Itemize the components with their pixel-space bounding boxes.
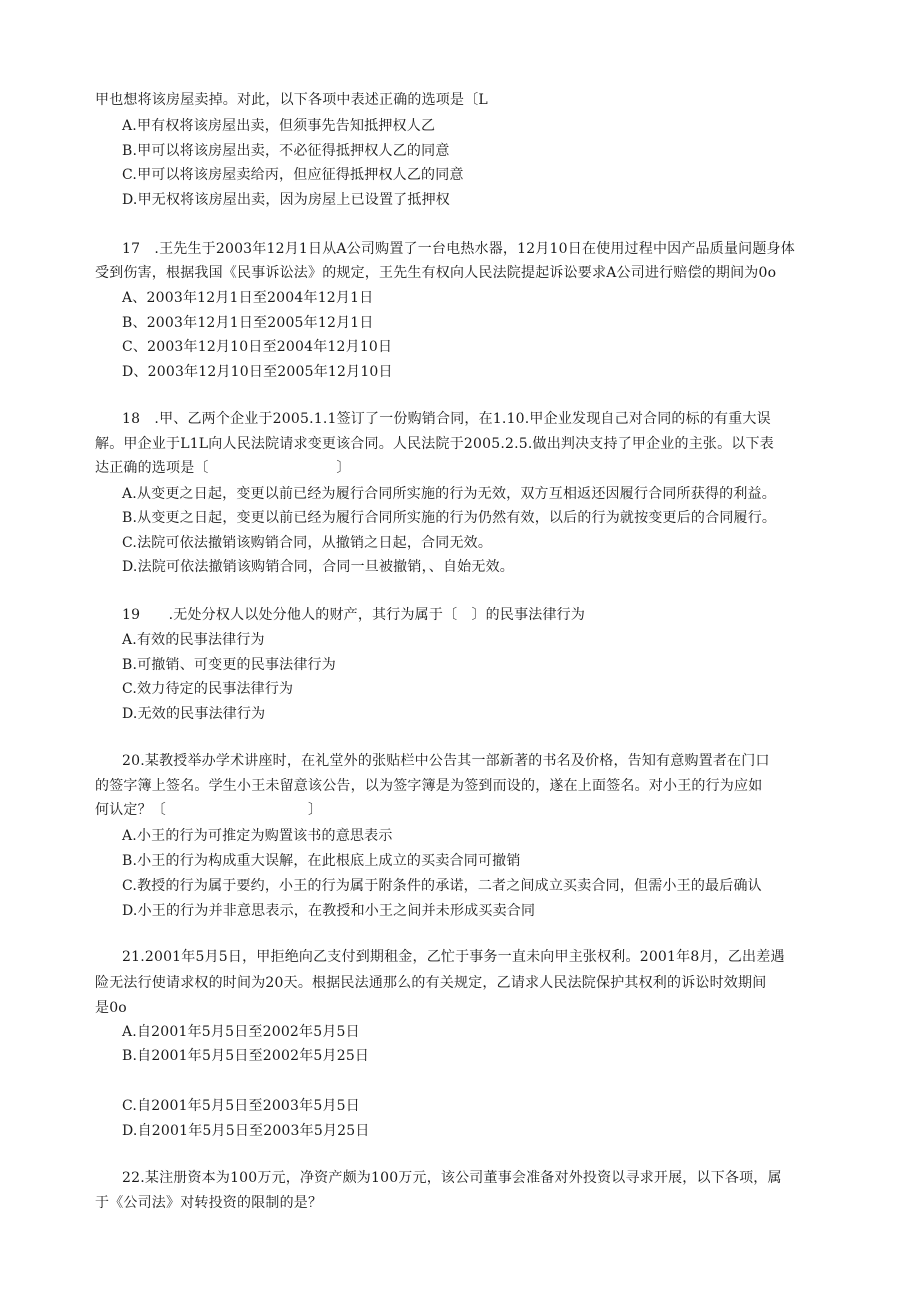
q16-option-a: A.甲有权将该房屋出卖，但须事先告知抵押权人乙 [122, 118, 436, 134]
q22-stem-line-1: 22.某注册资本为100万元，净资产颇为100万元，该公司董事会准备对外投资以寻求开展，以下各项，属 [122, 1170, 782, 1186]
q16-option-c: C.甲可以将该房屋卖给丙，但应征得抵押权人乙的同意 [122, 167, 464, 183]
q17-option-c: C、2003年12月10日至2004年12月10日 [122, 339, 393, 355]
q21-option-b: B.自2001年5月5日至2002年5月25日 [122, 1048, 370, 1064]
q17-option-a: A、2003年12月1日至2004年12月1日 [122, 290, 374, 306]
q16-option-b: B.甲可以将该房屋出卖，不必征得抵押权人乙的同意 [122, 143, 450, 159]
q20-stem-line-1: 20.某教授举办学术讲座时，在礼堂外的张贴栏中公告其一部新著的书名及价格，告知有意购置者在门口 [122, 753, 770, 769]
q21-option-a: A.自2001年5月5日至2002年5月5日 [122, 1024, 360, 1040]
q21-option-d: D.自2001年5月5日至2003年5月25日 [122, 1123, 370, 1139]
q20-option-c: C.教授的行为属于要约，小王的行为属于附条件的承诺，二者之间成立买卖合同，但需小王的最后确认 [122, 878, 762, 894]
q21-stem-line-3: 是0o [95, 1000, 127, 1016]
q21-stem-line-2: 险无法行使请求权的时间为20天。根据民法通那么的有关规定，乙请求人民法院保护其权利的诉讼时效期间 [95, 975, 767, 991]
q16-option-d: D.甲无权将该房屋出卖，因为房屋上已设置了抵押权 [122, 192, 450, 208]
q16-stem: 甲也想将该房屋卖掉。对此，以下各项中表述正确的选项是〔L [95, 92, 488, 108]
q18-stem-line-3: 达正确的选项是〔 〕 [95, 460, 351, 476]
q18-option-b: B.从变更之日起，变更以前已经为履行合同所实施的行为仍然有效，以后的行为就按变更后的合同履行。 [122, 510, 777, 526]
q18-option-d: D.法院可依法撤销该购销合同，合同一旦被撤销，、自始无效。 [122, 559, 514, 575]
q17-stem-line-1: 17 .王先生于2003年12月1日从A公司购置了一台电热水器，12月10日在使用过程中因产品质量问题身体 [122, 241, 795, 257]
q22-stem-line-2: 于《公司法》对转投资的限制的是？ [95, 1195, 323, 1211]
q18-stem-line-2: 解。甲企业于L1L向人民法院请求变更该合同。人民法院于2005.2.5.做出判决支持了甲企业的主张。以下表 [95, 436, 774, 452]
q19-option-a: A.有效的民事法律行为 [122, 632, 265, 648]
q21-stem-line-1: 21.2001年5月5日，甲拒绝向乙支付到期租金，乙忙于事务一直未向甲主张权利。2001年8月，乙出差遇 [122, 949, 785, 965]
q20-stem-line-3: 何认定？〔 〕 [95, 802, 323, 818]
q18-option-c: C.法院可依法撤销该购销合同，从撤销之日起，合同无效。 [122, 535, 493, 551]
q19-stem: 19 .无处分权人以处分他人的财产，其行为属于〔 〕的民事法律行为 [122, 607, 586, 623]
q19-option-b: B.可撤销、可变更的民事法律行为 [122, 657, 336, 673]
q20-option-a: A.小王的行为可推定为购置该书的意思表示 [122, 828, 393, 844]
q18-option-a: A.从变更之日起，变更以前已经为履行合同所实施的行为无效，双方互相返还因履行合同所获得的利益。 [122, 486, 776, 502]
q17-option-b: B、2003年12月1日至2005年12月1日 [122, 315, 374, 331]
q19-option-c: C.效力待定的民事法律行为 [122, 681, 294, 697]
q18-stem-line-1: 18 .甲、乙两个企业于2005.1.1签订了一份购销合同，在1.10.甲企业发现自己对合同的标的有重大误 [122, 411, 771, 427]
q19-option-d: D.无效的民事法律行为 [122, 706, 266, 722]
q21-option-c: C.自2001年5月5日至2003年5月5日 [122, 1098, 360, 1114]
q20-option-b: B.小王的行为构成重大误解，在此根底上成立的买卖合同可撤销 [122, 853, 521, 869]
q20-stem-line-2: 的签字簿上签名。学生小王未留意该公告，以为签字簿是为签到而设的，遂在上面签名。对小王的行为应如 [95, 778, 763, 794]
q20-option-d: D.小王的行为并非意思表示，在教授和小王之间并未形成买卖合同 [122, 903, 536, 919]
q17-stem-line-2: 受到伤害，根据我国《民事诉讼法》的规定，王先生有权向人民法院提起诉讼要求A公司进行赔偿的期间为0o [95, 265, 777, 281]
q17-option-d: D、2003年12月10日至2005年12月10日 [122, 364, 393, 380]
